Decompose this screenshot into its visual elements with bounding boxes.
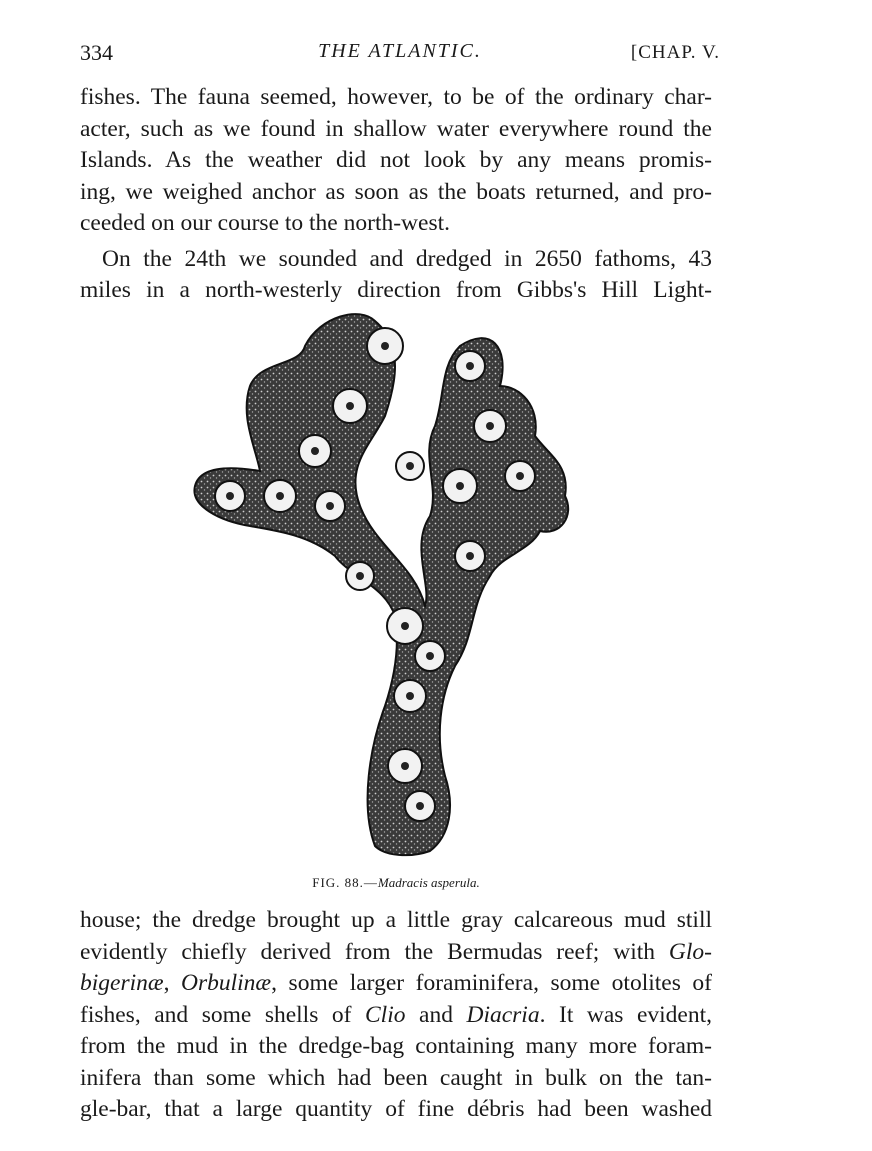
figure-label: FIG. 88.— xyxy=(312,875,378,890)
text-line: miles in a north-westerly direction from Gibbs's Hill Light- xyxy=(80,277,712,303)
text-run-italic: Orbulinæ xyxy=(181,970,272,996)
text-line: from the mud in the dredge-bag containing many more foram- xyxy=(80,1033,712,1059)
text-line xyxy=(80,1000,712,1032)
text-run-italic: bigerinæ xyxy=(80,970,164,996)
text-line xyxy=(80,937,712,969)
text-line: On the 24th we sounded and dredged in 2650 fathoms, 43 xyxy=(102,245,712,272)
coral-illustration xyxy=(170,306,590,860)
text-line: fishes. The fauna seemed, however, to be of the ordinary char- xyxy=(80,84,712,110)
text-line: Islands. As the weather did not look by any means promis- xyxy=(80,147,712,173)
running-title: THE ATLANTIC. xyxy=(318,40,482,62)
text-line: ceeded on our course to the north-west. xyxy=(80,210,450,236)
text-line: house; the dredge brought up a little gray calcareous mud still xyxy=(80,907,712,933)
coral-branches xyxy=(194,314,568,855)
text-line: inifera than some which had been caught in bulk on the tan- xyxy=(80,1064,712,1091)
text-line: gle-bar, that a large quantity of fine débris had been washed xyxy=(80,1096,712,1122)
text-run: . It was evident, xyxy=(539,1001,713,1028)
text-run: , some larger foraminifera, some otolites of xyxy=(271,970,712,996)
figure-caption xyxy=(80,875,712,891)
paragraph-top xyxy=(80,82,712,307)
text-line: acter, such as we found in shallow water everywhere round the xyxy=(80,115,712,142)
text-run: fishes, and some shells of xyxy=(80,1001,365,1028)
running-header xyxy=(80,40,720,76)
text-run: evidently chiefly derived from the Bermudas reef; with xyxy=(80,938,669,965)
text-run-italic: Glo- xyxy=(668,938,712,965)
page-number: 334 xyxy=(80,40,113,65)
text-line xyxy=(80,968,712,1000)
text-run: , xyxy=(163,970,181,996)
text-line: ing, we weighed anchor as soon as the boats returned, and pro- xyxy=(80,178,712,205)
paragraph-bottom xyxy=(80,905,712,1126)
text-run-italic: Clio xyxy=(365,1001,406,1028)
chapter-label: [CHAP. V. xyxy=(630,42,720,63)
figure-species-name: Madracis asperula. xyxy=(377,875,480,890)
text-run: and xyxy=(405,1001,467,1028)
text-run-italic: Diacria xyxy=(466,1001,540,1028)
